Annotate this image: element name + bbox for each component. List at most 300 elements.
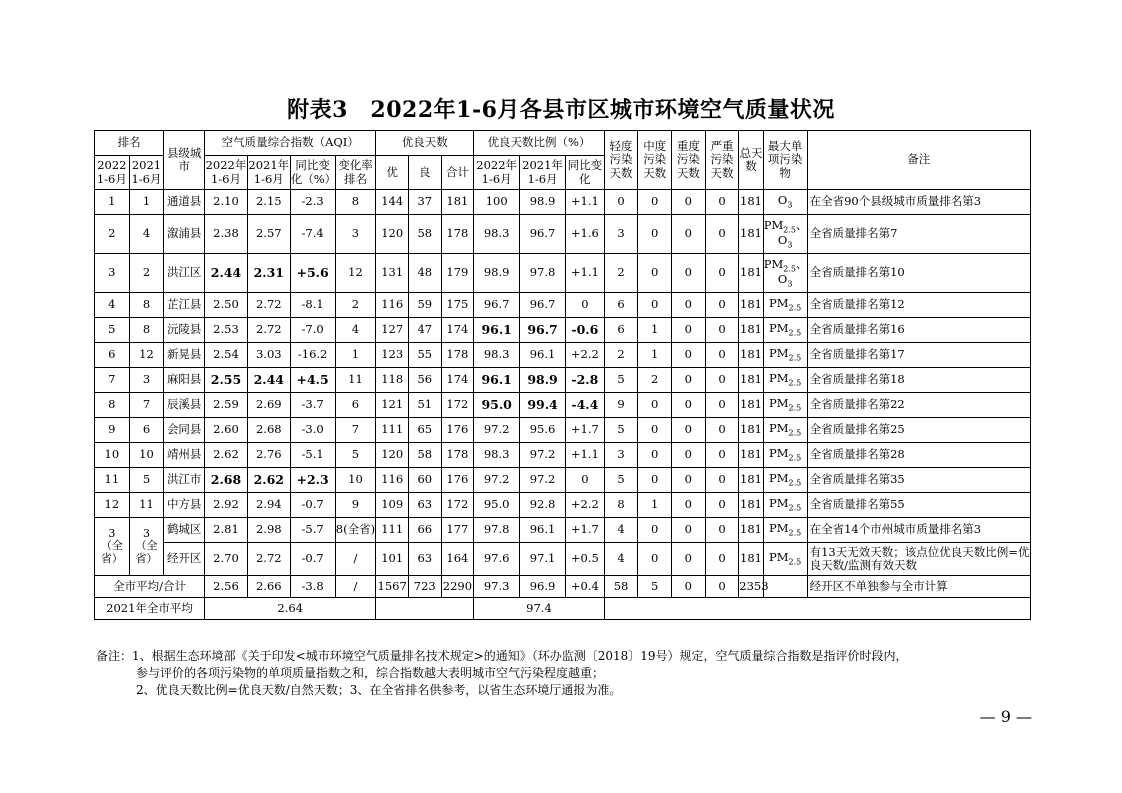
cell-rank-2022: 12 [95,493,130,518]
table-row [95,190,1031,215]
cell-2021-average-label: 2021年全市平均 [95,598,205,620]
air-quality-table [94,130,1031,620]
cell-total-good-days: 178 [441,343,474,368]
cell-heavy-days: 0 [672,493,706,518]
cell-ratio-yoy: +1.7 [565,518,604,543]
header-aqi: 空气质量综合指数（AQI） [205,131,376,156]
cell-ratio-yoy: +2.2 [565,493,604,518]
cell-heavy-days: 0 [672,518,706,543]
cell-heavy-days: 0 [672,443,706,468]
cell-good-days: 58 [408,443,441,468]
cell-light-days: 5 [604,468,638,493]
cell-aqi-rank: 4 [335,318,376,343]
cell-rank-2021: 3 [129,368,164,393]
cell-ratio-yoy: +2.2 [565,343,604,368]
cell-aqi-2022: 2.68 [205,468,248,493]
header-excellent: 优 [376,156,409,190]
footnote-line-1: 备注：1、根据生态环境部《关于印发<城市环境空气质量排名技术规定>的通知》（环办监测〔2018〕19号）规定，空气质量综合指数是指评价时段内， [96,649,908,663]
header-aqi-rank: 变化率排名 [335,156,376,190]
cell-max-pollutant: $PM_{2.5}$ [763,493,807,518]
cell-remarks: 有13天无效天数；该点位优良天数比例=优良天数/监测有效天数 [807,543,1030,576]
cell-aqi-yoy: -5.7 [290,518,335,543]
cell-remarks: 全省质量排名第10 [807,254,1030,293]
cell-total-good-days: 164 [441,543,474,576]
cell-aqi-rank: 2 [335,293,376,318]
table-row [95,318,1031,343]
header-max-pollutant: 最大单项污染物 [763,131,807,190]
cell-rank-2021: 8 [129,318,164,343]
cell-aqi-rank: 7 [335,418,376,443]
table-row [95,393,1031,418]
cell-severe-days: 0 [705,393,739,418]
cell-2021-average-ratio: 97.4 [474,598,605,620]
cell-aqi-2021: 2.44 [247,368,290,393]
cell-severe-days: 0 [705,254,739,293]
cell-aqi-yoy: -16.2 [290,343,335,368]
cell-good-days: 65 [408,418,441,443]
cell-aqi-rank: 12 [335,254,376,293]
cell-county: 洪江区 [164,254,205,293]
cell-county: 芷江县 [164,293,205,318]
header-remarks: 备注 [807,131,1030,190]
cell-aqi-rank: 3 [335,215,376,254]
header-total-days: 总天数 [739,131,763,190]
header-good: 良 [408,156,441,190]
cell-total-good-days: 175 [441,293,474,318]
cell-ratio-yoy: +1.7 [565,418,604,443]
cell-severe-days: 0 [705,215,739,254]
cell-county: 新晃县 [164,343,205,368]
cell-ratio-2021: 98.9 [520,368,566,393]
cell-ratio-yoy: +1.1 [565,443,604,468]
cell-heavy-days: 0 [672,215,706,254]
cell-ratio-2021: 96.1 [520,518,566,543]
cell-ratio-2021: 95.6 [520,418,566,443]
cell-severe-days: 0 [705,318,739,343]
table-row-2021-average [95,598,1031,620]
cell-ratio-2022: 96.1 [474,368,520,393]
cell-total-good-days: 2290 [441,576,474,598]
table-row [95,368,1031,393]
cell-light-days: 8 [604,493,638,518]
cell-aqi-2022: 2.81 [205,518,248,543]
cell-aqi-2021: 2.69 [247,393,290,418]
cell-excellent-days: 144 [376,190,409,215]
cell-ratio-2021: 96.9 [520,576,566,598]
cell-max-pollutant: $PM_{2.5}$、 $O_3$ [763,254,807,293]
header-heavy: 重度污染天数 [672,131,706,190]
cell-aqi-2021: 2.15 [247,190,290,215]
cell-max-pollutant: $PM_{2.5}$ [763,293,807,318]
cell-severe-days: 0 [705,543,739,576]
cell-excellent-days: 121 [376,393,409,418]
cell-moderate-days: 0 [638,254,672,293]
cell-ratio-2022: 98.9 [474,254,520,293]
cell-rank-2022: 3 （全省） [95,518,130,576]
cell-county: 会同县 [164,418,205,443]
cell-total-days: 181 [739,493,763,518]
cell-heavy-days: 0 [672,318,706,343]
cell-rank-2022: 11 [95,468,130,493]
cell-aqi-2021: 2.31 [247,254,290,293]
cell-total-good-days: 179 [441,254,474,293]
cell-total-good-days: 177 [441,518,474,543]
cell-light-days: 6 [604,318,638,343]
cell-total-good-days: 178 [441,443,474,468]
cell-aqi-2021: 2.62 [247,468,290,493]
header-rank-2021: 2021 1-6月 [129,156,164,190]
cell-empty [604,598,1030,620]
cell-aqi-rank: 6 [335,393,376,418]
cell-aqi-2021: 2.57 [247,215,290,254]
cell-excellent-days: 109 [376,493,409,518]
cell-severe-days: 0 [705,493,739,518]
cell-light-days: 6 [604,293,638,318]
cell-ratio-yoy: 0 [565,468,604,493]
cell-max-pollutant: $PM_{2.5}$、 $O_3$ [763,215,807,254]
cell-heavy-days: 0 [672,293,706,318]
cell-aqi-yoy: -7.4 [290,215,335,254]
header-aqi-2022: 2022年 1-6月 [205,156,248,190]
cell-max-pollutant [763,576,807,598]
cell-good-days: 66 [408,518,441,543]
cell-severe-days: 0 [705,443,739,468]
cell-ratio-yoy: +0.5 [565,543,604,576]
cell-total-good-days: 174 [441,318,474,343]
cell-remarks: 全省质量排名第35 [807,468,1030,493]
cell-total-days: 2353 [739,576,763,598]
table-row [95,343,1031,368]
cell-rank-2021: 10 [129,443,164,468]
table-row [95,543,1031,576]
cell-total-days: 181 [739,543,763,576]
cell-rank-2021: 11 [129,493,164,518]
cell-max-pollutant: $PM_{2.5}$ [763,468,807,493]
cell-good-days: 48 [408,254,441,293]
cell-aqi-yoy: -0.7 [290,493,335,518]
cell-ratio-yoy: +1.6 [565,215,604,254]
cell-aqi-yoy: -3.7 [290,393,335,418]
cell-aqi-2021: 2.68 [247,418,290,443]
cell-aqi-rank: 8 [335,190,376,215]
cell-light-days: 58 [604,576,638,598]
header-county: 县级城市 [164,131,205,190]
cell-ratio-2021: 92.8 [520,493,566,518]
cell-total-days: 181 [739,215,763,254]
cell-rank-2021: 7 [129,393,164,418]
cell-rank-2021: 6 [129,418,164,443]
cell-aqi-yoy: -0.7 [290,543,335,576]
cell-excellent-days: 111 [376,518,409,543]
cell-severe-days: 0 [705,368,739,393]
cell-max-pollutant: $PM_{2.5}$ [763,318,807,343]
cell-aqi-2022: 2.55 [205,368,248,393]
cell-excellent-days: 116 [376,293,409,318]
header-rank-2022: 2022 1-6月 [95,156,130,190]
cell-ratio-2022: 97.6 [474,543,520,576]
cell-rank-2022: 8 [95,393,130,418]
cell-total-good-days: 176 [441,418,474,443]
cell-aqi-2022: 2.59 [205,393,248,418]
footnote-line-2: 参与评价的各项污染物的单项质量指数之和，综合指数越大表明城市空气污染程度越重； [136,666,605,680]
cell-good-days: 63 [408,543,441,576]
cell-ratio-yoy: -4.4 [565,393,604,418]
cell-aqi-rank: 8(全省) [335,518,376,543]
table-row [95,418,1031,443]
cell-county: 经开区 [164,543,205,576]
table-row [95,254,1031,293]
cell-rank-2022: 7 [95,368,130,393]
cell-aqi-2021: 2.98 [247,518,290,543]
cell-heavy-days: 0 [672,418,706,443]
footnotes [96,648,1036,699]
cell-total-days: 181 [739,443,763,468]
cell-good-days: 51 [408,393,441,418]
cell-remarks: 全省质量排名第17 [807,343,1030,368]
header-aqi-yoy: 同比变化（%） [290,156,335,190]
header-ratio-2022: 2022年 1-6月 [474,156,520,190]
cell-county: 鹤城区 [164,518,205,543]
cell-excellent-days: 101 [376,543,409,576]
cell-moderate-days: 2 [638,368,672,393]
cell-light-days: 5 [604,368,638,393]
cell-total-days: 181 [739,190,763,215]
cell-excellent-days: 127 [376,318,409,343]
cell-max-pollutant: $PM_{2.5}$ [763,543,807,576]
cell-ratio-2022: 97.2 [474,418,520,443]
header-moderate: 中度污染天数 [638,131,672,190]
table-row [95,493,1031,518]
cell-ratio-2022: 95.0 [474,393,520,418]
cell-aqi-yoy: +4.5 [290,368,335,393]
cell-rank-2022: 1 [95,190,130,215]
cell-aqi-2022: 2.44 [205,254,248,293]
table-row [95,215,1031,254]
table-row [95,468,1031,493]
cell-ratio-2022: 98.3 [474,443,520,468]
header-ratio-yoy: 同比变化 [565,156,604,190]
cell-remarks: 经开区不单独参与全市计算 [807,576,1030,598]
cell-ratio-2021: 96.1 [520,343,566,368]
cell-light-days: 0 [604,190,638,215]
cell-empty [376,598,474,620]
cell-remarks: 全省质量排名第12 [807,293,1030,318]
cell-moderate-days: 0 [638,293,672,318]
cell-total-days: 181 [739,318,763,343]
cell-moderate-days: 0 [638,468,672,493]
cell-moderate-days: 1 [638,343,672,368]
cell-county: 通道县 [164,190,205,215]
cell-aqi-2022: 2.60 [205,418,248,443]
cell-max-pollutant: $PM_{2.5}$ [763,418,807,443]
cell-aqi-yoy: -5.1 [290,443,335,468]
cell-max-pollutant: $PM_{2.5}$ [763,368,807,393]
cell-aqi-rank: / [335,543,376,576]
header-light: 轻度污染天数 [604,131,638,190]
cell-rank-2022: 2 [95,215,130,254]
cell-aqi-2022: 2.56 [205,576,248,598]
cell-rank-2022: 3 [95,254,130,293]
cell-ratio-2021: 99.4 [520,393,566,418]
cell-rank-2021: 12 [129,343,164,368]
header-ratio-2021: 2021年 1-6月 [520,156,566,190]
cell-ratio-2022: 98.3 [474,343,520,368]
cell-good-days: 723 [408,576,441,598]
cell-average-label: 全市平均/合计 [95,576,205,598]
cell-excellent-days: 116 [376,468,409,493]
cell-total-days: 181 [739,418,763,443]
cell-total-good-days: 176 [441,468,474,493]
cell-ratio-2022: 97.8 [474,518,520,543]
cell-aqi-2022: 2.50 [205,293,248,318]
cell-moderate-days: 0 [638,190,672,215]
cell-aqi-2022: 2.53 [205,318,248,343]
cell-county: 中方县 [164,493,205,518]
cell-heavy-days: 0 [672,254,706,293]
cell-ratio-yoy: +1.1 [565,190,604,215]
cell-excellent-days: 1567 [376,576,409,598]
cell-ratio-2021: 98.9 [520,190,566,215]
cell-aqi-2021: 2.72 [247,318,290,343]
cell-moderate-days: 1 [638,493,672,518]
cell-rank-2022: 6 [95,343,130,368]
cell-ratio-2022: 97.3 [474,576,520,598]
cell-rank-2022: 9 [95,418,130,443]
cell-rank-2021: 3 （全省） [129,518,164,576]
cell-total-days: 181 [739,518,763,543]
cell-heavy-days: 0 [672,393,706,418]
cell-ratio-2022: 96.7 [474,293,520,318]
cell-severe-days: 0 [705,190,739,215]
cell-aqi-yoy: -8.1 [290,293,335,318]
cell-good-days: 58 [408,215,441,254]
cell-aqi-yoy: +2.3 [290,468,335,493]
table-row [95,293,1031,318]
cell-good-days: 60 [408,468,441,493]
cell-good-days: 37 [408,190,441,215]
cell-ratio-2022: 97.2 [474,468,520,493]
cell-total-days: 181 [739,254,763,293]
cell-total-days: 181 [739,343,763,368]
cell-rank-2022: 4 [95,293,130,318]
cell-moderate-days: 0 [638,443,672,468]
cell-light-days: 4 [604,543,638,576]
cell-remarks: 全省质量排名第18 [807,368,1030,393]
cell-severe-days: 0 [705,468,739,493]
cell-moderate-days: 0 [638,543,672,576]
cell-ratio-2022: 100 [474,190,520,215]
cell-excellent-days: 111 [376,418,409,443]
cell-ratio-yoy: -2.8 [565,368,604,393]
cell-rank-2021: 8 [129,293,164,318]
cell-remarks: 全省质量排名第25 [807,418,1030,443]
cell-aqi-yoy: +5.6 [290,254,335,293]
cell-ratio-2021: 97.2 [520,468,566,493]
cell-total-good-days: 181 [441,190,474,215]
cell-county: 靖州县 [164,443,205,468]
cell-ratio-2021: 96.7 [520,215,566,254]
cell-total-good-days: 174 [441,368,474,393]
cell-moderate-days: 1 [638,318,672,343]
cell-light-days: 2 [604,254,638,293]
cell-severe-days: 0 [705,576,739,598]
cell-heavy-days: 0 [672,368,706,393]
cell-ratio-2021: 96.7 [520,318,566,343]
header-good-ratio: 优良天数比例（%） [474,131,605,156]
cell-good-days: 63 [408,493,441,518]
cell-rank-2021: 4 [129,215,164,254]
cell-aqi-2022: 2.38 [205,215,248,254]
page-number: — 9 — [979,707,1032,726]
cell-aqi-2021: 2.72 [247,293,290,318]
cell-moderate-days: 0 [638,518,672,543]
cell-heavy-days: 0 [672,190,706,215]
cell-rank-2021: 2 [129,254,164,293]
cell-max-pollutant: $PM_{2.5}$ [763,343,807,368]
cell-good-days: 59 [408,293,441,318]
cell-good-days: 47 [408,318,441,343]
cell-remarks: 全省质量排名第55 [807,493,1030,518]
cell-total-days: 181 [739,393,763,418]
cell-excellent-days: 120 [376,443,409,468]
table-row-city-average [95,576,1031,598]
cell-heavy-days: 0 [672,576,706,598]
cell-aqi-2021: 2.66 [247,576,290,598]
cell-aqi-yoy: -3.0 [290,418,335,443]
cell-severe-days: 0 [705,293,739,318]
cell-moderate-days: 5 [638,576,672,598]
cell-aqi-2022: 2.62 [205,443,248,468]
cell-severe-days: 0 [705,418,739,443]
header-aqi-2021: 2021年 1-6月 [247,156,290,190]
cell-max-pollutant: $PM_{2.5}$ [763,393,807,418]
page-title: 附表3 2022年1-6月各县市区城市环境空气质量状况 [287,97,835,123]
cell-moderate-days: 0 [638,215,672,254]
header-total: 合计 [441,156,474,190]
cell-ratio-yoy: -0.6 [565,318,604,343]
cell-remarks: 在全省90个县级城市质量排名第3 [807,190,1030,215]
cell-heavy-days: 0 [672,343,706,368]
cell-ratio-2021: 96.7 [520,293,566,318]
cell-ratio-2022: 95.0 [474,493,520,518]
cell-light-days: 5 [604,418,638,443]
cell-rank-2022: 5 [95,318,130,343]
header-rank: 排名 [95,131,164,156]
cell-light-days: 9 [604,393,638,418]
cell-heavy-days: 0 [672,468,706,493]
cell-county: 沅陵县 [164,318,205,343]
cell-aqi-2021: 3.03 [247,343,290,368]
cell-aqi-rank: 10 [335,468,376,493]
cell-ratio-2022: 96.1 [474,318,520,343]
cell-rank-2022: 10 [95,443,130,468]
cell-aqi-2022: 2.70 [205,543,248,576]
cell-max-pollutant: $PM_{2.5}$ [763,518,807,543]
cell-light-days: 2 [604,343,638,368]
cell-aqi-rank: 1 [335,343,376,368]
footnote-line-3: 2、优良天数比例=优良天数/自然天数；3、在全省排名供参考，以省生态环境厅通报为准。 [136,683,622,697]
cell-remarks: 全省质量排名第22 [807,393,1030,418]
cell-remarks: 全省质量排名第28 [807,443,1030,468]
cell-max-pollutant: $O_3$ [763,190,807,215]
cell-aqi-yoy: -3.8 [290,576,335,598]
cell-total-good-days: 172 [441,493,474,518]
cell-aqi-2022: 2.10 [205,190,248,215]
header-severe: 严重污染天数 [705,131,739,190]
cell-light-days: 4 [604,518,638,543]
cell-rank-2021: 1 [129,190,164,215]
cell-total-days: 181 [739,468,763,493]
